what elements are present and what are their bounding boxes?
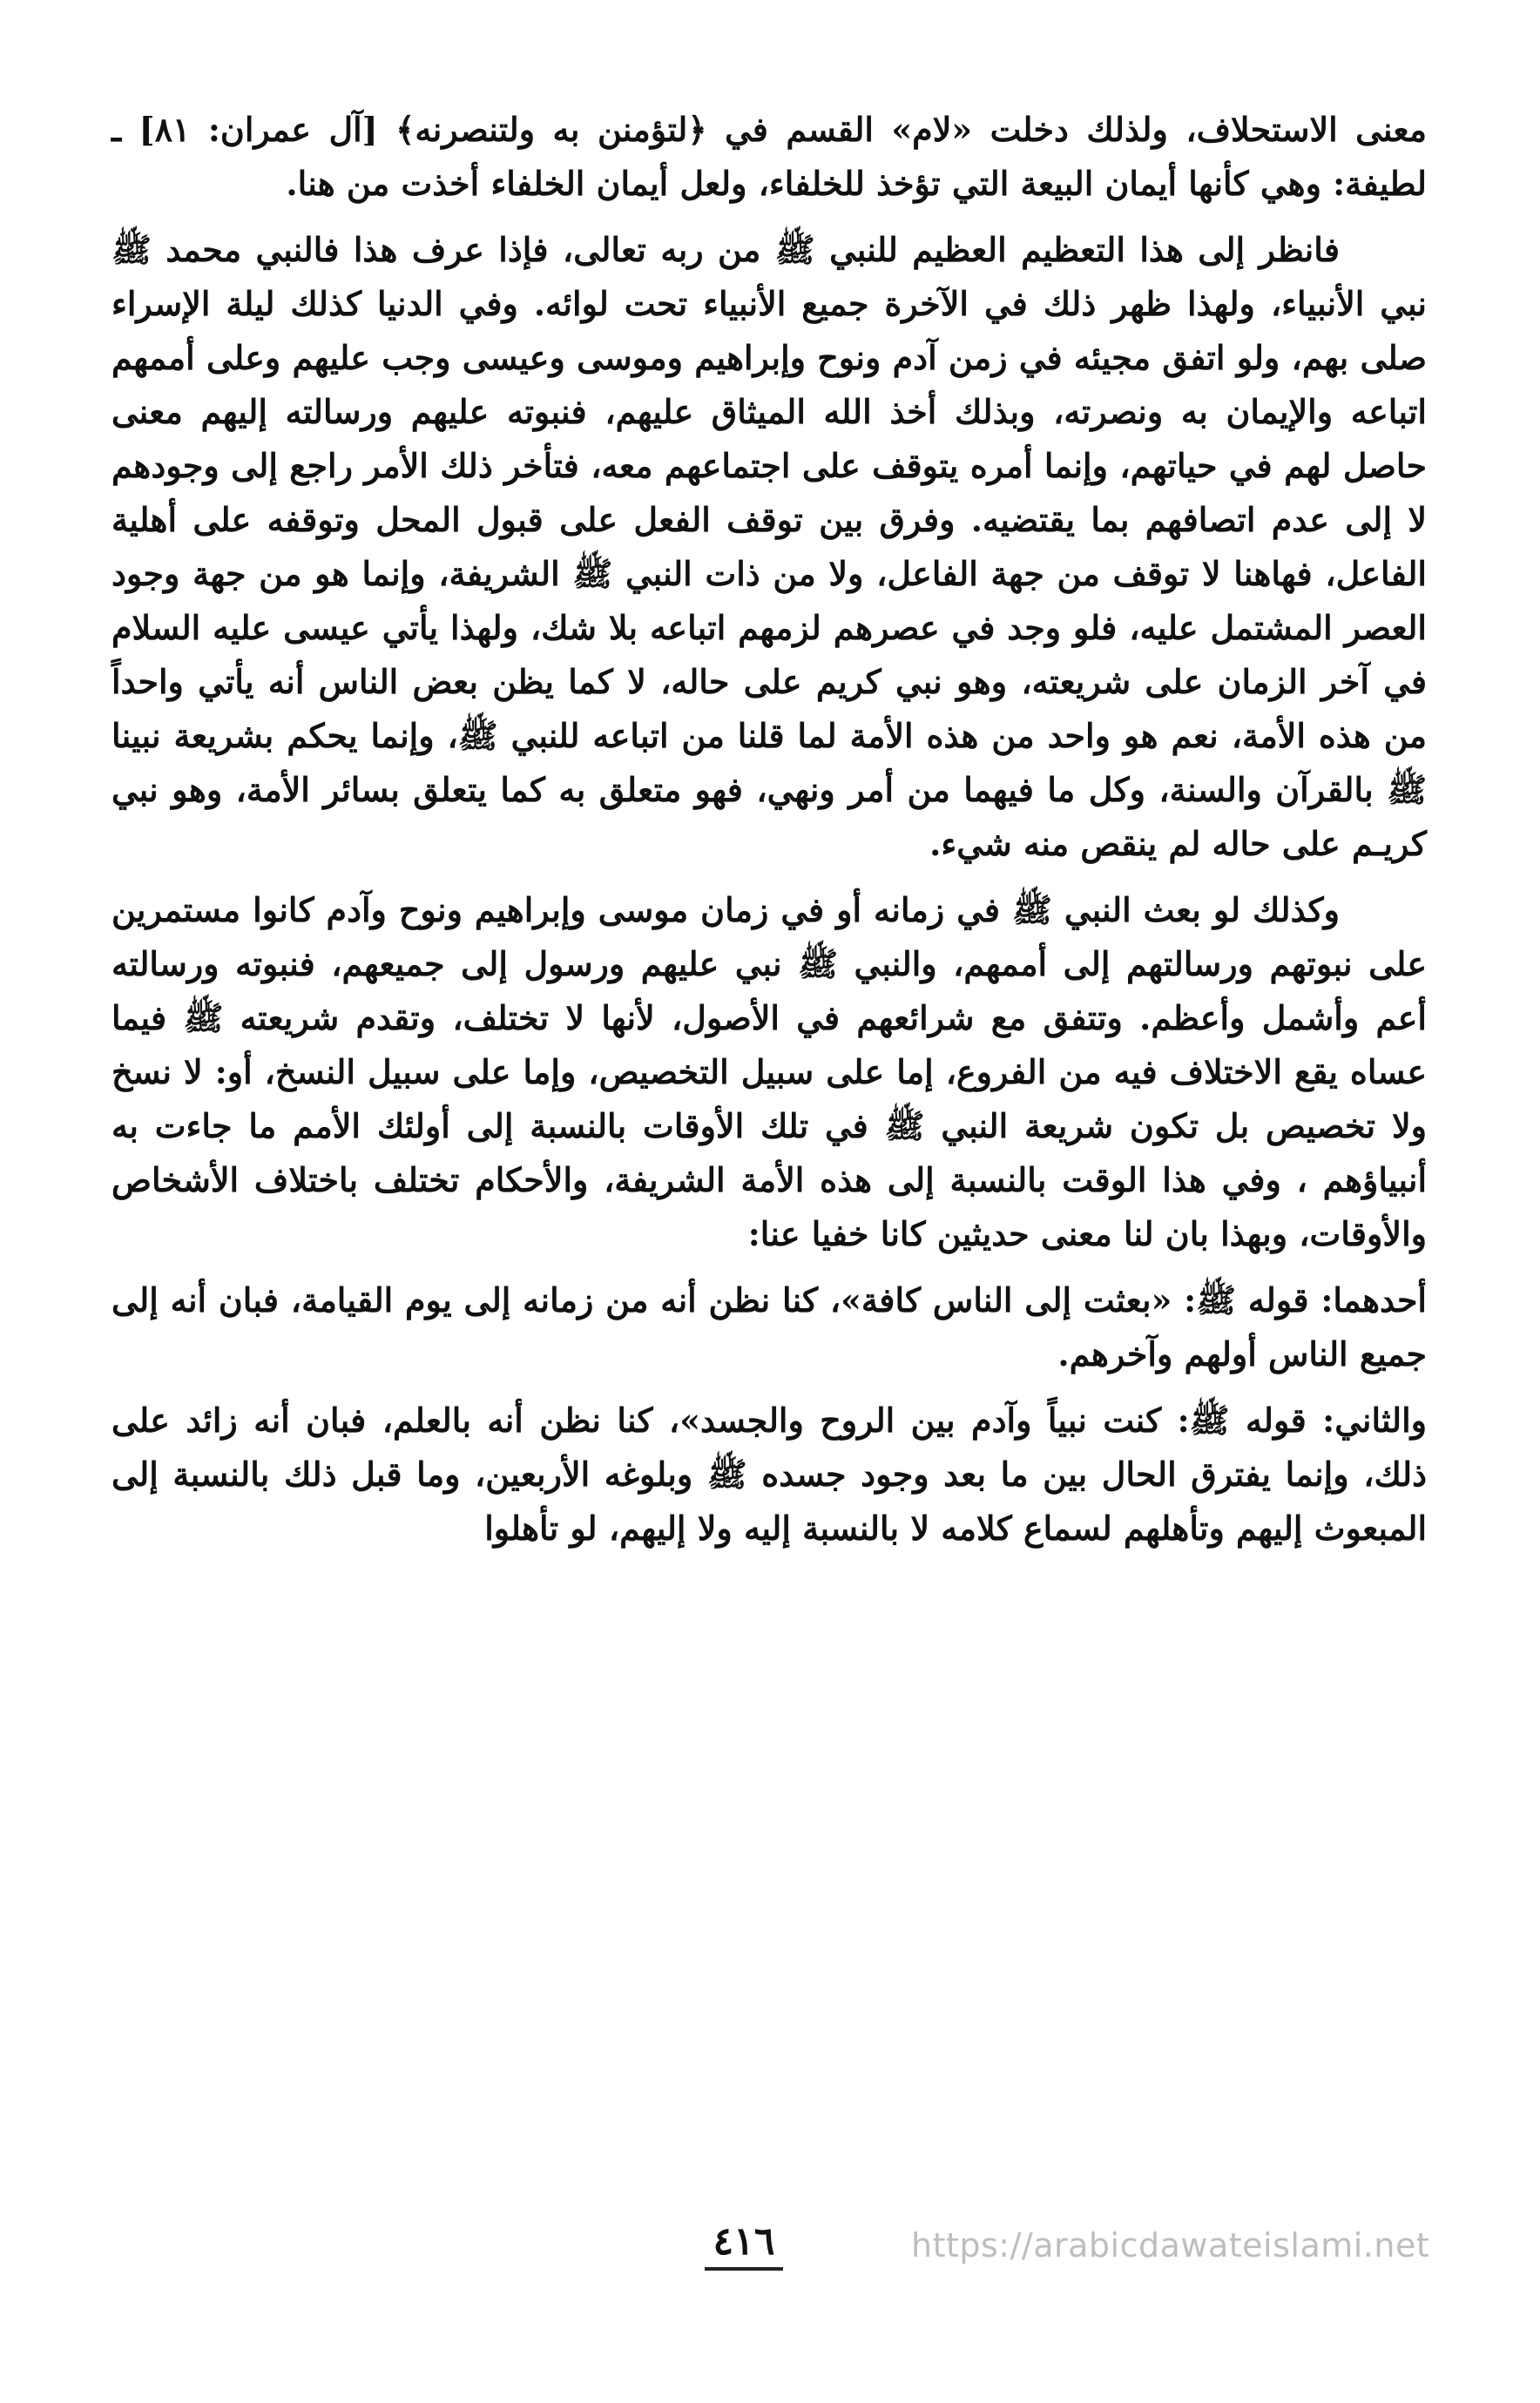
page-body [111, 103, 1427, 1568]
paragraph-5: والثاني: قوله ﷺ: كنت نبياً وآدم بين الروح والجسد»، كنا نظن أنه بالعلم، فبان أنه زائد على ذلك، وإنما يفترق الحال بين ما بعد وجود جسده ﷺ وبلوغه الأربعين، وما قبل ذلك بالنسبة إلى المبعوث إليهم وتأهلهم لسماع كلامه لا بالنسبة إليه ولا إليهم، لو تأهلوا [111, 1401, 1427, 1548]
paragraph-4: أحدهما: قوله ﷺ: «بعثت إلى الناس كافة»، كنا نظن أنه من زمانه إلى يوم القيامة، فبان أنه إلى جميع الناس أولهم وآخرهم. [111, 1280, 1427, 1374]
page-number-label: ٤١٦ [705, 2219, 784, 2271]
paragraph-3: وكذلك لو بعث النبي ﷺ في زمانه أو في زمان موسى وإبراهيم ونوح وآدم كانوا مستمرين على نبوتهم ورسالتهم إلى أممهم، والنبي ﷺ نبي عليهم ورسول إلى جميعهم، فنبوته ورسالته أعم وأشمل وأعظم. وتتفق مع شرائعهم في الأصول، لأنها لا تختلف، وتقدم شريعته ﷺ فيما عساه يقع الاختلاف فيه من الفروع، إما على سبيل التخصيص، وإما على سبيل النسخ، أو: لا نسخ ولا تخصيص بل تكون شريعة النبي ﷺ في تلك الأوقات بالنسبة إلى أولئك الأمم ما جاءت به أنبياؤهم ، وفي هذا الوقت بالنسبة إلى هذه الأمة الشريفة، والأحكام تختلف باختلاف الأشخاص والأوقات، وبهذا بان لنا معنى حديثين كانا خفيا عنا: [111, 890, 1427, 1253]
paragraph-1: معنى الاستحلاف، ولذلك دخلت «لام» القسم في ﴿لتؤمنن به ولتنصرنه﴾ [آل عمران: ٨١] ـ لطيفة: وهي كأنها أيمان البيعة التي تؤخذ للخلفاء، ولعل أيمان الخلفاء أخذت من هنا. [111, 110, 1428, 203]
watermark-url: https://arabicdawateislami.net [911, 2226, 1430, 2265]
paragraph-2: فانظر إلى هذا التعظيم العظيم للنبي ﷺ من ربه تعالى، فإذا عرف هذا فالنبي محمد ﷺ نبي الأنبياء، ولهذا ظهر ذلك في الآخرة جميع الأنبياء تحت لوائه. وفي الدنيا كذلك ليلة الإسراء صلى بهم، ولو اتفق مجيئه في زمن آدم ونوح وإبراهيم وموسى وعيسى وجب عليهم وعلى أممهم اتباعه والإيمان به ونصرته، وبذلك أخذ الله الميثاق عليهم، فنبوته عليهم ورسالته إليهم معنى حاصل لهم في حياتهم، وإنما أمره يتوقف على اجتماعهم معه، فتأخر ذلك الأمر راجع إلى وجودهم لا إلى عدم اتصافهم بما يقتضيه. وفرق بين توقف الفعل على قبول المحل وتوقفه على أهلية الفاعل، فهاهنا لا توقف من جهة الفاعل، ولا من ذات النبي ﷺ الشريفة، وإنما هو من جهة وجود العصر المشتمل عليه، فلو وجد في عصرهم لزمهم اتباعه بلا شك، ولهذا يأتي عيسى عليه السلام في آخر الزمان على شريعته، وهو نبي كريم على حاله، لا كما يظن بعض الناس أنه يأتي واحداً من هذه الأمة، نعم هو واحد من هذه الأمة لما قلنا من اتباعه للنبي ﷺ، وإنما يحكم بشريعة نبينا ﷺ بالقرآن والسنة، وكل ما فيهما من أمر ونهي، فهو متعلق به كما يتعلق بسائر الأمة، وهو نبي كريـم على حاله لم ينقص منه شيء. [111, 230, 1427, 863]
